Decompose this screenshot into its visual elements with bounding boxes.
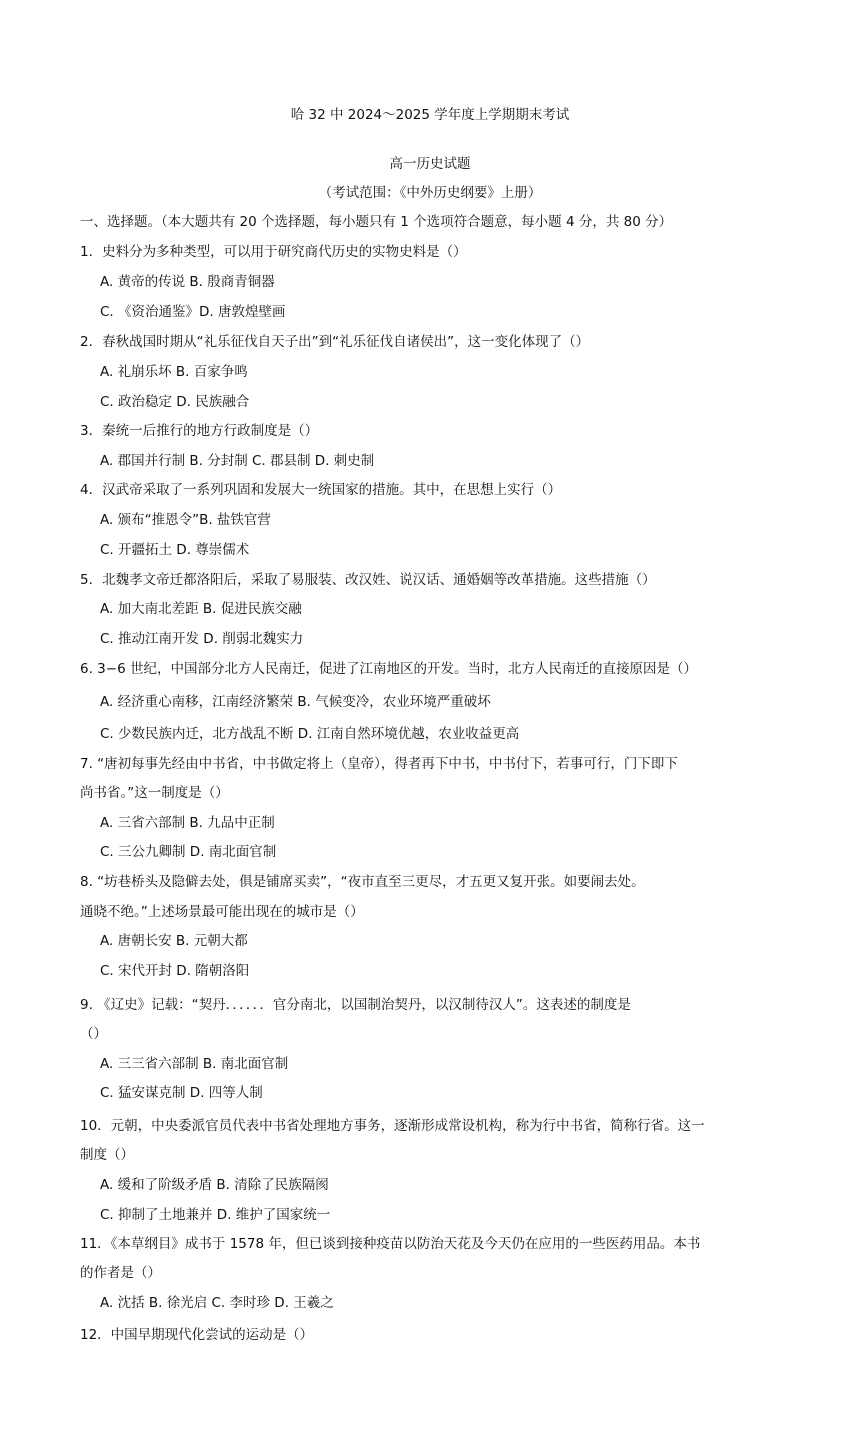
question-option: C. 三公九卿制 D. 南北面官制: [100, 844, 277, 860]
question-option: A. 郡国并行制 B. 分封制 C. 郡县制 D. 刺史制: [100, 453, 375, 469]
question-stem: 11．《本草纲目》成书于 1578 年，但已谈到接种疫苗以防治天花及今天仍在应用的一些医药用品。本书: [80, 1236, 701, 1252]
question-option: A. 唐朝长安 B. 元朝大都: [100, 933, 248, 949]
question-stem: 8. “坊巷桥头及隐僻去处，俱是铺席买卖”，“夜市直至三更尽，才五更又复开张。如要闹去处。: [80, 874, 645, 890]
question-stem: 10．元朝，中央委派官员代表中书省处理地方事务，逐渐形成常设机构，称为行中书省，简称行省。这一: [80, 1118, 705, 1134]
question-stem-continued: 的作者是（）: [80, 1265, 161, 1281]
question-stem-continued: 尚书省。”这一制度是（）: [80, 785, 229, 801]
question-option: A. 黄帝的传说 B. 殷商青铜器: [100, 274, 275, 290]
question-stem: 5．北魏孝文帝迁都洛阳后，采取了易服装、改汉姓、说汉话、通婚姻等改革措施。这些措施（）: [80, 572, 656, 588]
question-stem: 12．中国早期现代化尝试的运动是（）: [80, 1327, 314, 1343]
question-option: C. 猛安谋克制 D. 四等人制: [100, 1085, 263, 1101]
exam-title: 哈 32 中 2024～2025 学年度上学期期末考试: [290, 107, 570, 123]
question-stem-continued: 通晓不绝。”上述场景最可能出现在的城市是（）: [80, 904, 364, 920]
section-heading: 一、选择题。（本大题共有 20 个选择题，每小题只有 1 个选项符合题意，每小题 4 分，共 80 分）: [80, 214, 673, 230]
question-stem-continued: （）: [80, 1026, 107, 1042]
question-option: A. 颁布“推恩令”B. 盐铁官营: [100, 512, 271, 528]
question-option: A. 礼崩乐坏 B. 百家争鸣: [100, 364, 248, 380]
question-stem: 9. 《辽史》记载：“契丹．．．．．．官分南北，以国制治契丹，以汉制待汉人”。这表述的制度是: [80, 997, 631, 1013]
question-option: C. 《资治通鉴》D. 唐敦煌壁画: [100, 304, 286, 320]
question-stem: 7. “唐初每事先经由中书省，中书做定将上（皇帝），得者再下中书，中书付下，若事可行，门下即下: [80, 756, 678, 772]
question-option: C. 宋代开封 D. 隋朝洛阳: [100, 963, 250, 979]
question-stem: 3．秦统一后推行的地方行政制度是（）: [80, 423, 319, 439]
question-option: C. 推动江南开发 D. 削弱北魏实力: [100, 631, 304, 647]
exam-scope: （考试范围：《中外历史纲要》上册）: [318, 185, 542, 201]
question-option: A. 三三省六部制 B. 南北面官制: [100, 1056, 289, 1072]
question-option: A. 经济重心南移，江南经济繁荣 B. 气候变冷，农业环境严重破坏: [100, 694, 491, 710]
question-option: C. 开疆拓土 D. 尊崇儒术: [100, 542, 250, 558]
question-stem-continued: 制度（）: [80, 1147, 134, 1163]
exam-subtitle: 高一历史试题: [389, 156, 471, 172]
question-option: C. 抑制了土地兼并 D. 维护了国家统一: [100, 1207, 331, 1223]
question-stem: 4．汉武帝采取了一系列巩固和发展大一统国家的措施。其中，在思想上实行（）: [80, 482, 562, 498]
question-option: A. 沈括 B. 徐光启 C. 李时珍 D. 王羲之: [100, 1295, 334, 1311]
question-option: A. 缓和了阶级矛盾 B. 清除了民族隔阂: [100, 1177, 329, 1193]
question-option: A. 三省六部制 B. 九品中正制: [100, 815, 275, 831]
question-stem: 6. 3−6 世纪，中国部分北方人民南迁，促进了江南地区的开发。当时，北方人民南迁的直接原因是（）: [80, 661, 697, 677]
question-stem: 1．史料分为多种类型，可以用于研究商代历史的实物史料是（）: [80, 244, 467, 260]
question-option: C. 政治稳定 D. 民族融合: [100, 394, 250, 410]
question-option: C. 少数民族内迁，北方战乱不断 D. 江南自然环境优越，农业收益更高: [100, 726, 520, 742]
question-stem: 2．春秋战国时期从“礼乐征伐自天子出”到“礼乐征伐自诸侯出”，这一变化体现了（）: [80, 334, 590, 350]
question-option: A. 加大南北差距 B. 促进民族交融: [100, 601, 302, 617]
